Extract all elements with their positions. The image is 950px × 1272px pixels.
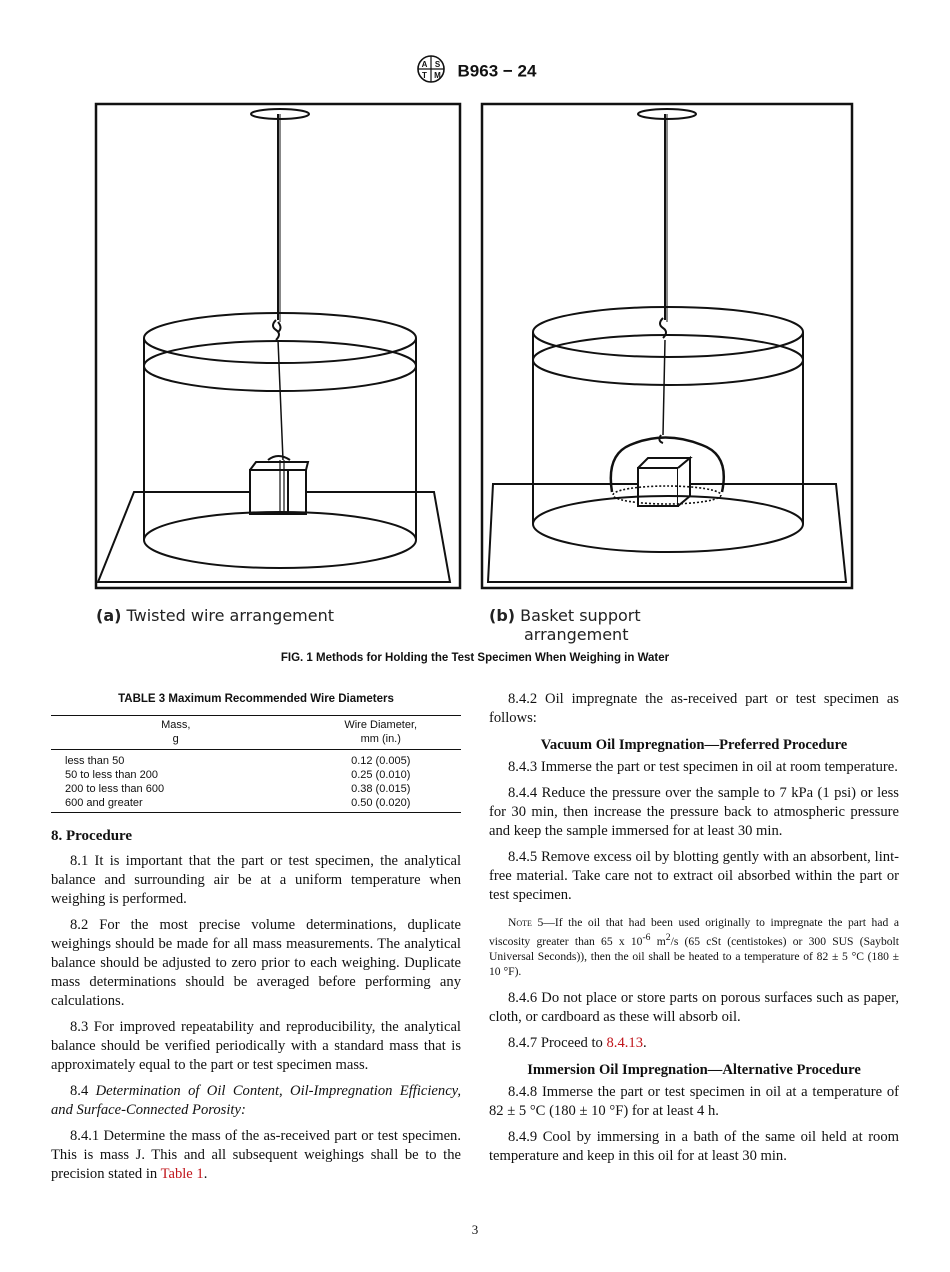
table-header-mass: Mass, g <box>51 716 300 750</box>
table-row: 50 to less than 200 0.25 (0.010) <box>65 769 411 781</box>
paragraph-8-1: 8.1 It is important that the part or test specimen, the analytical balance and surrounding air be at a uniform temperature when weighing is performed. <box>51 853 461 907</box>
table-3-title: TABLE 3 Maximum Recommended Wire Diameters <box>118 693 394 705</box>
panel-a-twisted-wire <box>96 104 460 588</box>
paragraph-8-4-7: 8.4.7 Proceed to 8.4.13. <box>508 1034 647 1051</box>
paragraph-8-4-2: 8.4.2 Oil impregnate the as-received part or test specimen as follows: <box>489 691 899 726</box>
document-designation: B963 − 24 <box>457 61 537 81</box>
paragraph-8-4: 8.4 Determination of Oil Content, Oil-Impregnation Efficiency, and Surface-Connected Porosity: <box>51 1083 461 1118</box>
figure-title: FIG. 1 Methods for Holding the Test Specimen When Weighing in Water <box>280 652 670 664</box>
astm-logo-icon <box>414 54 448 89</box>
paragraph-8-4-1: 8.4.1 Determine the mass of the as-received part or test specimen. This is mass J. This and all subsequent weighings shall be to the precision stated in Table 1. <box>51 1128 461 1182</box>
figure-caption-b: (b) Basket support arrangement <box>489 606 641 644</box>
table-row: less than 50 0.12 (0.005) <box>65 755 411 767</box>
right-column <box>489 690 899 1173</box>
paragraph-8-3: 8.3 For improved repeatability and reproducibility, the analytical balance should be verified periodically with a standard mass that is approximately equal to the part or test specimen mass. <box>51 1019 461 1073</box>
svg-text:M: M <box>433 71 441 80</box>
table-3 <box>51 715 461 813</box>
panel-b-basket-support <box>482 104 852 588</box>
figure-1-drawing <box>90 100 860 595</box>
section-heading-procedure: 8. Procedure <box>51 828 133 844</box>
heading-vacuum-impregnation: Vacuum Oil Impregnation—Preferred Procedure <box>540 737 848 753</box>
section-8-4-13-link[interactable]: 8.4.13 <box>606 1034 643 1051</box>
paragraph-8-4-4: 8.4.4 Reduce the pressure over the sample to 7 kPa (1 psi) or less for 30 min, then increase the pressure back to atmospheric pressure and keep the sample immersed for at least 30 min. <box>489 785 899 839</box>
table-1-link[interactable]: Table 1 <box>160 1166 204 1182</box>
paragraph-8-4-3: 8.4.3 Immerse the part or test specimen in oil at room temperature. <box>508 759 898 775</box>
page-header <box>0 54 950 89</box>
paragraph-8-4-8: 8.4.8 Immerse the part or test specimen in oil at a temperature of 82 ± 5 °C (180 ± 10 °F) for at least 4 h. <box>489 1083 899 1119</box>
left-column <box>51 690 461 1191</box>
heading-immersion-impregnation: Immersion Oil Impregnation—Alternative Procedure <box>527 1061 861 1078</box>
figure-caption-a: (a) Twisted wire arrangement <box>96 606 335 625</box>
table-row: 200 to less than 600 0.38 (0.015) <box>65 783 411 795</box>
svg-text:S: S <box>434 60 440 69</box>
page-number: 3 <box>471 1222 479 1237</box>
table-row: 600 and greater 0.50 (0.020) <box>51 796 461 813</box>
paragraph-8-4-5: 8.4.5 Remove excess oil by blotting gently with an absorbent, lint-free material. Take care not to extract oil absorbed within the part or test specimen. <box>489 849 899 903</box>
table-header-diameter: Wire Diameter, mm (in.) <box>300 716 461 750</box>
paragraph-8-4-6: 8.4.6 Do not place or store parts on porous surfaces such as paper, cloth, or cardboard as these will absorb oil. <box>489 989 899 1025</box>
paragraph-8-4-9: 8.4.9 Cool by immersing in a bath of the same oil held at room temperature and keep in this oil for at least 30 min. <box>489 1128 899 1164</box>
svg-text:T: T <box>421 71 427 80</box>
note-5: Note 5—If the oil that had been used originally to impregnate the part had a viscosity greater than 65 x $10^{-6}$ $m^2/s$ (65 cSt (centistokes) or 300 SUS (Saybolt Universal Seconds)), then the oil shall be heated to a temperature of 82 ± 5 °C (180 ± 10 °F). <box>489 916 899 978</box>
svg-text:A: A <box>421 60 427 69</box>
paragraph-8-2: 8.2 For the most precise volume determinations, duplicate weighings should be made for all mass measurements. The analytical balance should be adjusted to zero prior to each weighing. Duplicate mass determinations should be averaged before performing any calculations. <box>51 917 461 1009</box>
